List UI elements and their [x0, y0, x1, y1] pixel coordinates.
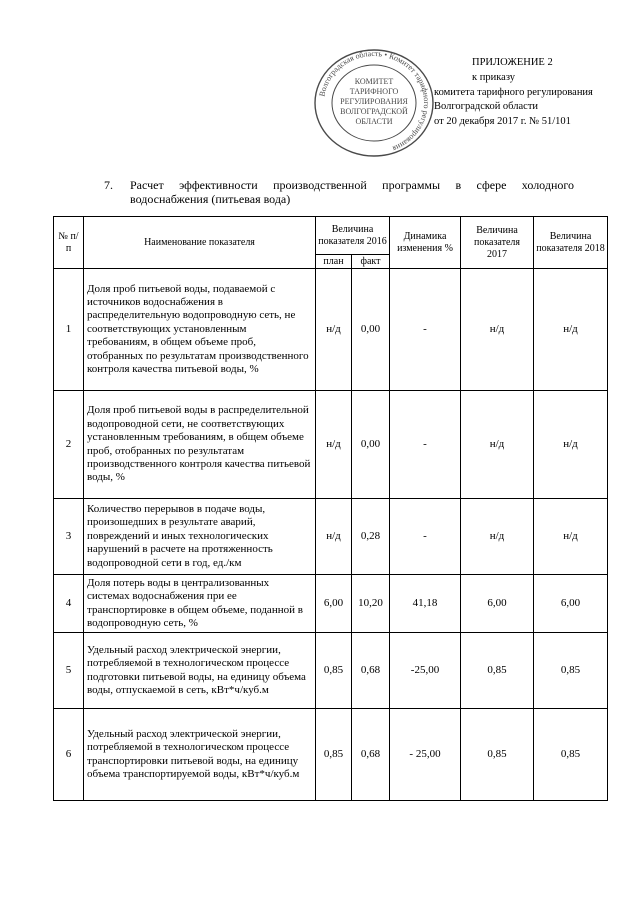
section-title-line1: Расчет эффективности производственной программы в сфере холодного	[130, 178, 574, 192]
row-plan: 0,85	[316, 633, 352, 709]
row-fact: 0,68	[352, 709, 390, 801]
seal-ring-text: Волгоградская область • Комитет тарифного регулирования	[317, 48, 432, 154]
seal-text-line: ТАРИФНОГО	[349, 87, 399, 96]
row-value-2018: н/д	[534, 391, 608, 499]
header-value-2018: Величина показателя 2018	[534, 217, 608, 269]
row-dynamics: 41,18	[390, 575, 461, 633]
table-row	[54, 633, 608, 709]
row-dynamics: -	[390, 269, 461, 391]
appendix-title: ПРИЛОЖЕНИЕ 2	[472, 57, 553, 68]
seal-text-line: ВОЛГОГРАДСКОЙ	[340, 107, 408, 116]
row-plan: 6,00	[316, 575, 352, 633]
row-fact: 0,68	[352, 633, 390, 709]
row-value-2017: н/д	[461, 269, 534, 391]
row-num: 2	[54, 391, 84, 499]
row-dynamics: -	[390, 499, 461, 575]
appendix-date-number: от 20 декабря 2017 г. № 51/101	[434, 116, 571, 128]
row-fact: 0,00	[352, 391, 390, 499]
row-name: Доля проб питьевой воды, подаваемой с источников водоснабжения в распределительную водопроводную сеть, не соответствующих установленным требованиям, в общем объеме проб, отобранных по результатам производственного контроля качества питьевой воды, %	[84, 269, 316, 391]
row-plan: н/д	[316, 269, 352, 391]
appendix-order: к приказу	[472, 71, 515, 83]
row-num: 6	[54, 709, 84, 801]
row-dynamics: - 25,00	[390, 709, 461, 801]
row-name: Доля проб питьевой воды в распределительной водопроводной сети, не соответствующих установленным требованиям, в общем объеме проб, отобранных по результатам производственного контроля качества питьевой воды, %	[84, 391, 316, 499]
section-title-line2: водоснабжения (питьевая вода)	[130, 192, 291, 206]
section-number: 7.	[104, 178, 113, 192]
row-fact: 0,00	[352, 269, 390, 391]
row-value-2018: н/д	[534, 499, 608, 575]
row-plan: н/д	[316, 499, 352, 575]
official-seal	[312, 48, 436, 158]
section-heading	[104, 178, 574, 206]
table-row	[54, 499, 608, 575]
header-value-2017: Величина показателя 2017	[461, 217, 534, 269]
row-plan: н/д	[316, 391, 352, 499]
row-value-2018: н/д	[534, 269, 608, 391]
row-fact: 0,28	[352, 499, 390, 575]
row-num: 4	[54, 575, 84, 633]
row-value-2017: 0,85	[461, 709, 534, 801]
row-value-2018: 6,00	[534, 575, 608, 633]
header-name: Наименование показателя	[84, 217, 316, 269]
header-dynamics: Динамика изменения %	[390, 217, 461, 269]
row-num: 1	[54, 269, 84, 391]
header-plan: план	[316, 255, 352, 269]
row-dynamics: -	[390, 391, 461, 499]
row-dynamics: -25,00	[390, 633, 461, 709]
row-num: 3	[54, 499, 84, 575]
table-row	[54, 269, 608, 391]
appendix-region: Волгоградской области	[434, 101, 539, 113]
row-fact: 10,20	[352, 575, 390, 633]
table-row	[54, 709, 608, 801]
table-row	[54, 391, 608, 499]
header-num: № п/п	[54, 217, 84, 269]
row-name: Доля потерь воды в централизованных системах водоснабжения при ее транспортировке в общем объеме, поданной в водопроводную сеть, %	[84, 575, 316, 633]
header-value-2016: Величина показателя 2016	[316, 217, 390, 255]
table-row	[54, 575, 608, 633]
row-name: Удельный расход электрической энергии, потребляемой в технологическом процессе транспортировки питьевой воды, на единицу объема транспортируемой воды, кВт*ч/куб.м	[84, 709, 316, 801]
row-value-2017: 6,00	[461, 575, 534, 633]
row-value-2018: 0,85	[534, 709, 608, 801]
row-value-2017: 0,85	[461, 633, 534, 709]
row-value-2017: н/д	[461, 391, 534, 499]
seal-text-line: КОМИТЕТ	[354, 77, 394, 86]
header-fact: факт	[352, 255, 390, 269]
row-value-2018: 0,85	[534, 633, 608, 709]
row-num: 5	[54, 633, 84, 709]
row-name: Количество перерывов в подаче воды, произошедших в результате аварий, повреждений и иных технологических нарушений в расчете на протяженность водопроводной сети в год, ед./км	[84, 499, 316, 575]
appendix-block	[432, 56, 593, 130]
seal-text-line: ОБЛАСТИ	[355, 117, 393, 126]
efficiency-table	[53, 216, 608, 801]
row-plan: 0,85	[316, 709, 352, 801]
row-name: Удельный расход электрической энергии, потребляемой в технологическом процессе подготовки питьевой воды, на единицу объема воды, отпускаемой в сеть, кВт*ч/куб.м	[84, 633, 316, 709]
row-value-2017: н/д	[461, 499, 534, 575]
appendix-committee: комитета тарифного регулирования	[434, 86, 593, 98]
seal-text-line: РЕГУЛИРОВАНИЯ	[340, 97, 408, 106]
